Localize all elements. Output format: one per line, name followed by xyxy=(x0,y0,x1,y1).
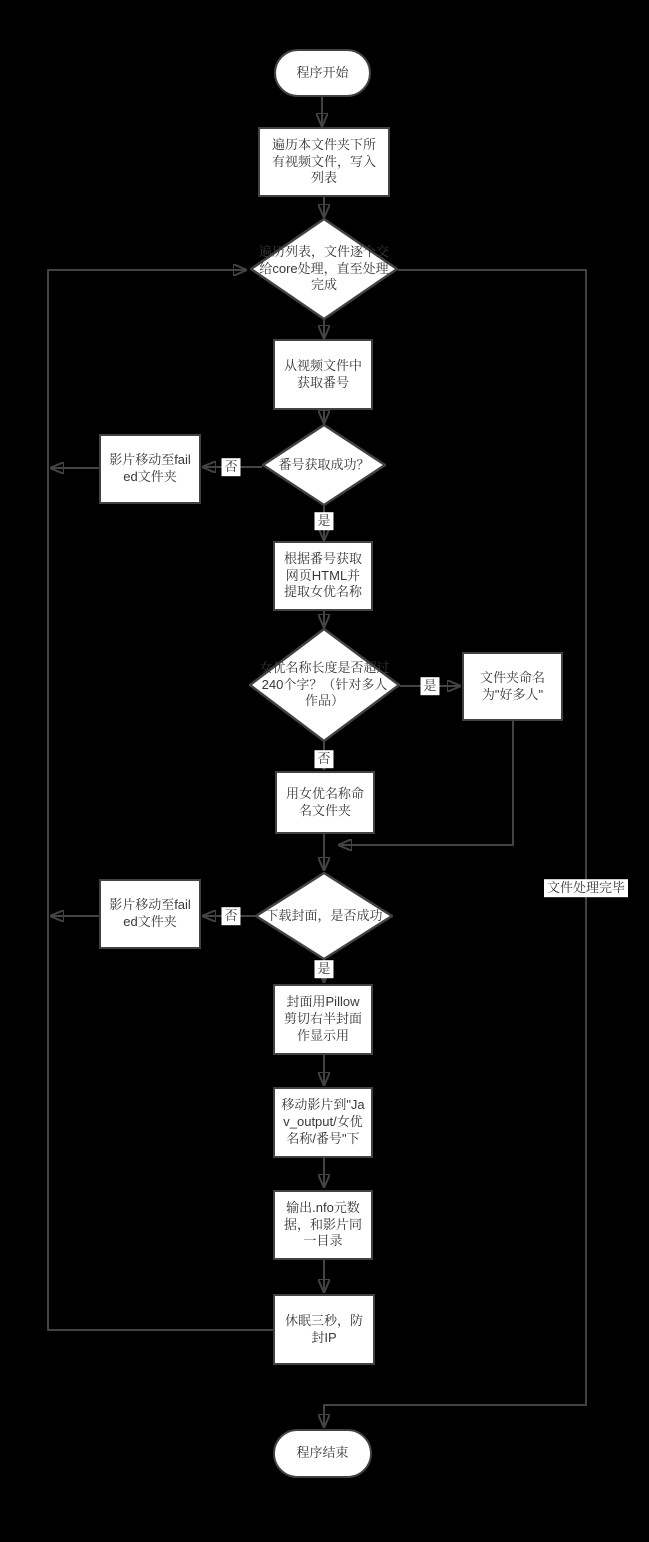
node-move-failed-2 xyxy=(99,879,201,949)
node-decision-cover-ok xyxy=(255,872,393,960)
node-label: 女优名称长度是否超过240个字？（针对多人作品） xyxy=(259,659,390,709)
node-label: 程序开始 xyxy=(296,64,349,80)
node-sleep xyxy=(273,1294,375,1365)
node-fetch-html xyxy=(273,541,373,611)
node-scan-files xyxy=(258,127,390,197)
node-label: 遍历列表，文件逐个交给core处理，直至处理完成 xyxy=(258,243,389,293)
edge-label-name-len-no: 否 xyxy=(314,750,333,768)
edge-label-cover-no: 否 xyxy=(221,907,240,925)
edge-label-name-len-yes: 是 xyxy=(420,677,439,695)
node-pillow-crop xyxy=(273,984,373,1055)
node-label: 文件夹命名为"好多人" xyxy=(479,669,545,702)
node-label: 用女优名称命名文件夹 xyxy=(285,785,364,818)
node-decision-code-ok xyxy=(262,424,386,506)
edge-label-file-done: 文件处理完毕 xyxy=(544,879,628,897)
node-output-nfo xyxy=(273,1190,373,1260)
node-get-code xyxy=(273,339,373,410)
edge-label-code-ok-yes: 是 xyxy=(314,512,333,530)
node-label: 程序结束 xyxy=(296,1445,349,1461)
node-label: 影片移动至failed文件夹 xyxy=(109,452,191,484)
node-start-terminator xyxy=(274,49,371,97)
node-many-people-folder xyxy=(462,652,563,721)
node-label: 下载封面，是否成功 xyxy=(265,907,383,923)
node-label: 番号获取成功？ xyxy=(278,456,370,472)
node-label: 从视频文件中获取番号 xyxy=(283,357,362,390)
node-label: 影片移动至failed文件夹 xyxy=(109,897,191,929)
node-decision-name-length xyxy=(249,628,400,742)
node-name-folder xyxy=(275,771,375,834)
edge-sleep-loopback xyxy=(48,270,273,1330)
node-move-video xyxy=(273,1087,373,1158)
node-move-failed-1 xyxy=(99,434,201,504)
edge-label-code-ok-no: 否 xyxy=(221,458,240,476)
node-end-terminator xyxy=(273,1429,372,1478)
node-label: 遍历本文件夹下所有视频文件，写入列表 xyxy=(271,136,376,186)
node-label: 封面用Pillow剪切右半封面作显示用 xyxy=(283,994,362,1043)
node-decision-loop-list xyxy=(250,218,398,320)
node-label: 移动影片到"Jav_output/女优名称/番号"下 xyxy=(281,1097,365,1146)
node-label: 休眠三秒，防封IP xyxy=(284,1312,363,1345)
node-label: 根据番号获取网页HTML并提取女优名称 xyxy=(283,550,362,600)
edge-label-cover-yes: 是 xyxy=(314,960,333,978)
node-label: 输出.nfo元数据，和影片同一目录 xyxy=(283,1199,362,1249)
